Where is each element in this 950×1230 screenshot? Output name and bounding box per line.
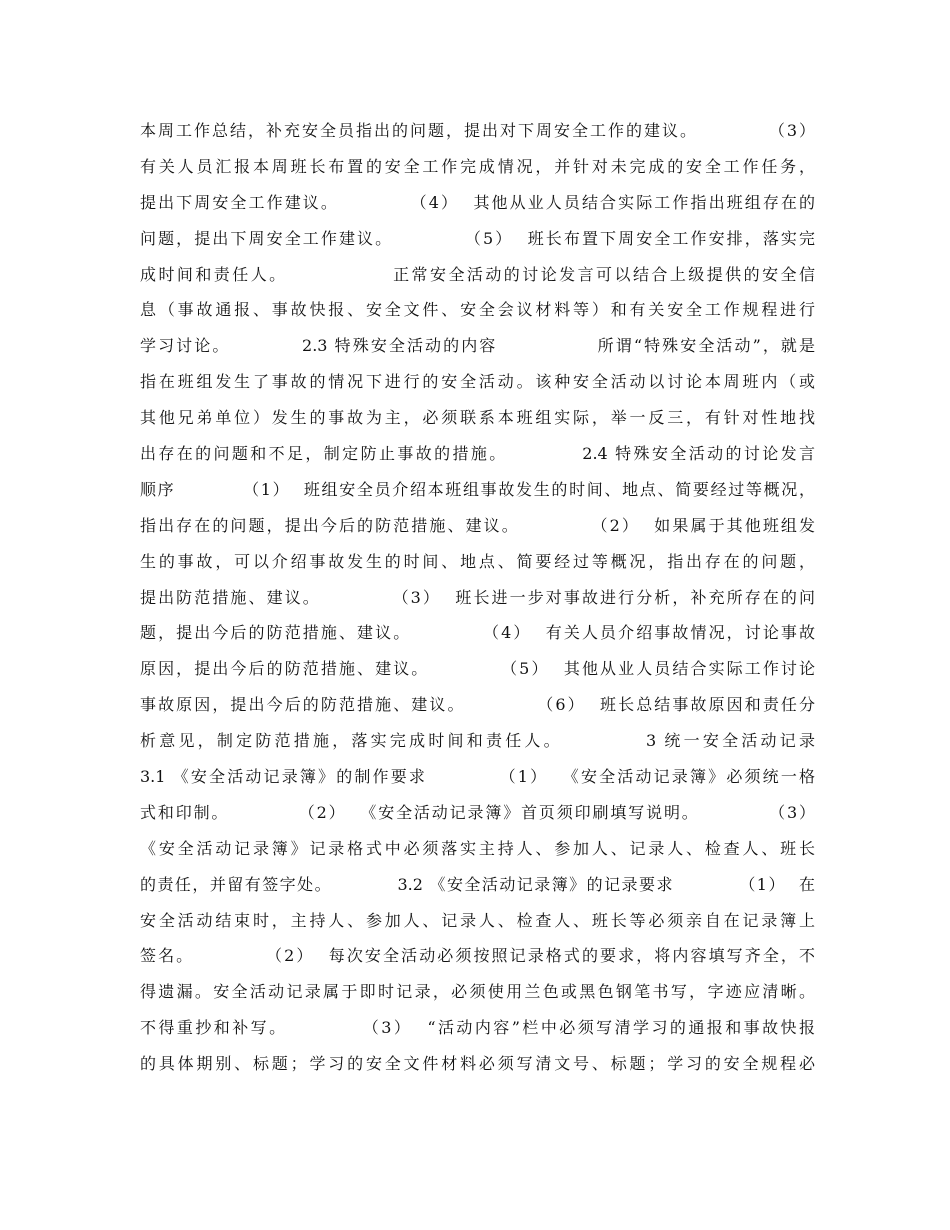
text-line: 有关人员汇报本周班长布置的安全工作完成情况，并针对未完成的安全工作任务， <box>140 156 815 176</box>
text-line: 顺序 （1） 班组安全员介绍本班组事故发生的时间、地点、简要经过等概况， <box>140 479 815 499</box>
text-line: 3.1 《安全活动记录簿》的制作要求 （1） 《安全活动记录簿》必须统一格 <box>140 767 815 787</box>
text-line: 本周工作总结，补充安全员指出的问题，提出对下周安全工作的建议。 （3） <box>140 121 815 140</box>
text-line: 提出下周安全工作建议。 （4） 其他从业人员结合实际工作指出班组存在的 <box>140 192 815 212</box>
text-line: 学习讨论。 2.3 特殊安全活动的内容 所谓“特殊安全活动”，就是 <box>140 336 815 356</box>
text-line: 不得重抄和补写。 （3） “活动内容”栏中必须写清学习的通报和事故快报 <box>140 1018 815 1038</box>
text-line: 问题，提出下周安全工作建议。 （5） 班长布置下周安全工作安排，落实完 <box>140 228 815 248</box>
text-line: 指在班组发生了事故的情况下进行的安全活动。该种安全活动以讨论本周班内（或 <box>140 372 815 392</box>
text-line: 析意见，制定防范措施，落实完成时间和责任人。 3 统一安全活动记录 <box>140 731 815 751</box>
text-line: 题，提出今后的防范措施、建议。 （4） 有关人员介绍事故情况，讨论事故 <box>140 623 815 643</box>
text-line: 生的事故，可以介绍事故发生的时间、地点、简要经过等概况，指出存在的问题， <box>140 551 815 571</box>
text-line: 《安全活动记录簿》记录格式中必须落实主持人、参加人、记录人、检查人、班长 <box>140 838 815 858</box>
text-line: 签名。 （2） 每次安全活动必须按照记录格式的要求，将内容填写齐全，不 <box>140 946 815 966</box>
text-line: 成时间和责任人。 正常安全活动的讨论发言可以结合上级提供的安全信 <box>140 264 815 284</box>
text-line: 指出存在的问题，提出今后的防范措施、建议。 （2） 如果属于其他班组发 <box>140 515 815 535</box>
text-line: 提出防范措施、建议。 （3） 班长进一步对事故进行分析，补充所存在的问 <box>140 587 815 607</box>
text-line: 式和印制。 （2） 《安全活动记录簿》首页须印刷填写说明。 （3） <box>140 802 815 822</box>
text-line: 事故原因，提出今后的防范措施、建议。 （6） 班长总结事故原因和责任分 <box>140 695 815 715</box>
text-line: 得遗漏。安全活动记录属于即时记录，必须使用兰色或黑色钢笔书写，字迹应清晰。 <box>140 982 815 1002</box>
body-text <box>140 113 815 1082</box>
text-line: 的具体期别、标题；学习的安全文件材料必须写清文号、标题；学习的安全规程必 <box>140 1054 815 1074</box>
text-line: 息（事故通报、事故快报、安全文件、安全会议材料等）和有关安全工作规程进行 <box>140 300 815 320</box>
text-line: 原因，提出今后的防范措施、建议。 （5） 其他从业人员结合实际工作讨论 <box>140 659 815 679</box>
text-line: 的责任，并留有签字处。 3.2 《安全活动记录簿》的记录要求 （1） 在 <box>140 874 815 894</box>
text-line: 出存在的问题和不足，制定防止事故的措施。 2.4 特殊安全活动的讨论发言 <box>140 444 815 464</box>
text-line: 安全活动结束时，主持人、参加人、记录人、检查人、班长等必须亲自在记录簿上 <box>140 910 815 930</box>
text-line: 其他兄弟单位）发生的事故为主，必须联系本班组实际，举一反三，有针对性地找 <box>140 408 815 428</box>
